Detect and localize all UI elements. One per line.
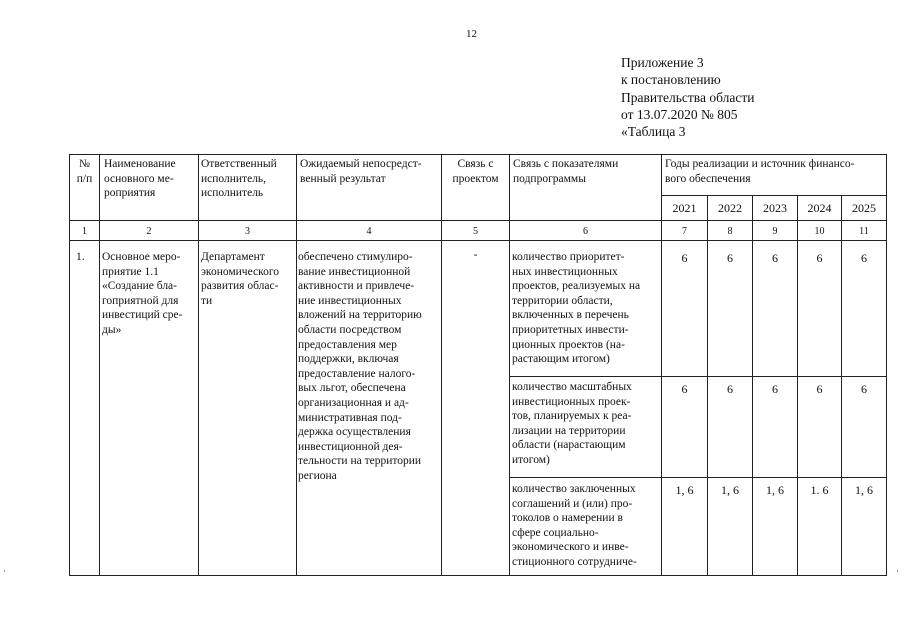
indicator-3-value-2022: 1, 6: [721, 483, 739, 497]
page-number: 12: [466, 28, 477, 40]
table-rule-v3: [296, 154, 297, 576]
appendix-line-4: от 13.07.2020 № 805: [621, 106, 738, 122]
table-rule-top: [69, 154, 887, 155]
header-executor: Ответственный исполнитель, исполнитель: [201, 158, 277, 200]
table-rule-v0: [69, 154, 70, 576]
row-measure-name: Основное меро- приятие 1.1 «Создание бла- гоприятной для инвестиций сре- ды»: [102, 251, 183, 336]
indicator-1-text: количество приоритет- ных инвестиционных проектов, реализуемых на территории области, включенных в перечень приоритетных инвести- ционных проектов (на- растающим итогом): [512, 251, 641, 366]
header-year-2024: 2024: [807, 201, 832, 215]
table-rule-header-bottom: [69, 220, 887, 221]
table-rule-v2: [198, 154, 199, 576]
scan-speck-left: ·: [3, 566, 6, 576]
measures-table: [69, 154, 887, 576]
indicator-2-text: количество масштабных инвестиционных проек- тов, планируемых к реа- лизации на территории области (нарастающим итогом): [512, 381, 632, 466]
appendix-header: [621, 54, 754, 140]
row-project-link: -: [473, 249, 478, 261]
table-rule-v5: [509, 154, 510, 576]
table-rule-v4: [441, 154, 442, 576]
row-expected-result: обеспечено стимулиро- вание инвестиционной активности и привлече- ние инвестиционных вложений на территорию области посредством предоставления мер поддержки, включая предоставление налого- вых льгот, обеспечена организационная и ад- министративная под- держка осуществления инвестиционной дея- тельности на территории региона: [298, 251, 422, 482]
indicator-2-value-2023: 6: [772, 382, 778, 396]
table-rule-bottom: [69, 575, 887, 576]
header-num: № п/п: [76, 158, 93, 185]
col-number-9: 9: [772, 226, 778, 237]
row-num: 1.: [76, 251, 85, 263]
indicator-3-value-2023: 1, 6: [766, 483, 784, 497]
header-result: Ожидаемый непосредст- венный результат: [300, 158, 422, 185]
table-rule-v1: [99, 154, 100, 576]
indicator-2-value-2025: 6: [861, 382, 867, 396]
appendix-line-1: Приложение 3: [621, 55, 704, 70]
scan-speck-right: ·: [896, 566, 899, 576]
indicator-3-value-2025: 1, 6: [855, 483, 873, 497]
indicator-3-text: количество заключенных соглашений и (или) про- токолов о намерении в сфере социально- экономического и инве- стиционного сотрудниче-: [512, 483, 637, 568]
header-year-2021: 2021: [672, 201, 697, 215]
table-rule-indicator-2: [509, 477, 887, 478]
header-indicators: Связь с показателями подпрограммы: [513, 158, 619, 185]
table-rule-indicator-1: [509, 376, 887, 377]
row-executor: Департамент экономического развития облас- ти: [201, 251, 280, 307]
table-rule-numbers-bottom: [69, 240, 887, 241]
indicator-1-value-2024: 6: [816, 251, 823, 265]
indicator-2-value-2022: 6: [727, 382, 733, 396]
appendix-line-5: «Таблица 3: [621, 124, 686, 140]
table-rule-v11: [886, 154, 887, 576]
header-year-2025: 2025: [852, 201, 876, 215]
col-number-5: 5: [473, 226, 478, 237]
col-number-7: 7: [682, 226, 687, 237]
col-number-8: 8: [727, 226, 733, 237]
indicator-2-value-2024: 6: [816, 382, 823, 396]
appendix-line-2: к постановлению: [621, 72, 721, 88]
col-number-2: 2: [146, 226, 152, 237]
table-rule-years: [661, 195, 887, 196]
indicator-1-value-2023: 6: [772, 251, 778, 265]
header-years-group: Годы реализации и источник финансо- вого обеспечения: [665, 158, 855, 185]
appendix-line-3: Правительства области: [621, 89, 755, 105]
col-number-6: 6: [583, 226, 588, 237]
header-project: Связь с проектом: [452, 158, 499, 185]
header-year-2023: 2023: [763, 201, 787, 215]
indicator-2-value-2021: 6: [681, 382, 688, 396]
indicator-3-value-2024: 1. 6: [810, 483, 829, 497]
col-number-4: 4: [366, 226, 372, 237]
header-year-2022: 2022: [718, 201, 742, 215]
indicator-3-value-2021: 1, 6: [675, 483, 694, 497]
col-number-3: 3: [245, 226, 250, 237]
indicator-1-value-2021: 6: [681, 251, 688, 265]
col-number-11: 11: [859, 226, 869, 237]
indicator-1-value-2022: 6: [727, 251, 733, 265]
table-rule-v6: [661, 154, 662, 576]
col-number-10: 10: [814, 226, 825, 237]
col-number-1: 1: [82, 226, 87, 237]
indicator-1-value-2025: 6: [861, 251, 867, 265]
header-name: Наименование основного ме- роприятия: [104, 158, 176, 200]
